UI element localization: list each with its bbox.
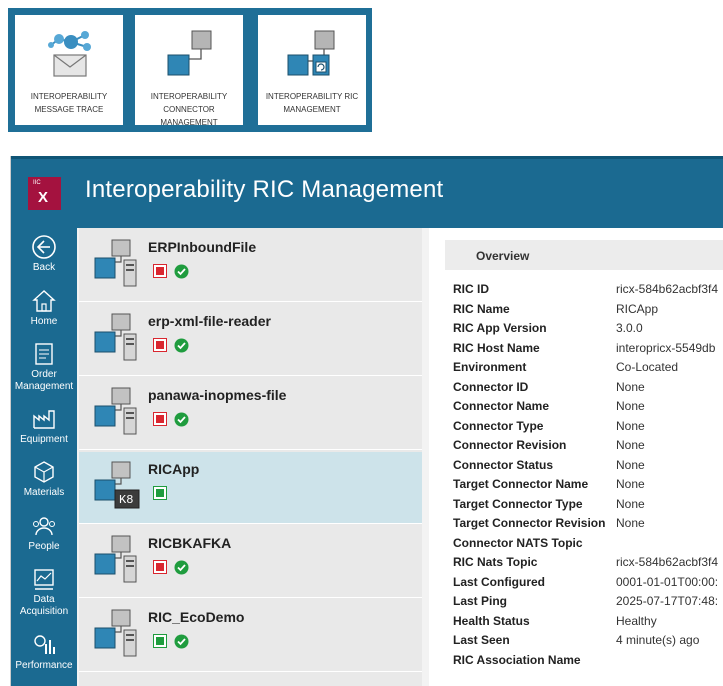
sidebar-item-performance[interactable] xyxy=(11,632,77,672)
detail-row xyxy=(453,302,723,321)
detail-value: None xyxy=(616,516,645,530)
performance-icon xyxy=(31,632,57,658)
page-title: Interoperability RIC Management xyxy=(85,176,444,203)
home-icon xyxy=(31,288,57,314)
sidebar-item-label: Order Management xyxy=(14,369,74,392)
sidebar-item-people[interactable] xyxy=(11,513,77,553)
sidebar-item-label: Data Acquisition xyxy=(19,594,69,617)
detail-row xyxy=(453,614,723,633)
list-item[interactable] xyxy=(79,230,422,302)
list-item[interactable] xyxy=(79,304,422,376)
equipment-icon xyxy=(31,406,57,432)
detail-key: Last Seen xyxy=(453,633,510,647)
detail-key: Connector ID xyxy=(453,379,529,394)
detail-row xyxy=(453,458,723,477)
detail-key: Last Ping xyxy=(453,594,508,608)
tile-connector-management[interactable] xyxy=(135,15,243,125)
sidebar-item-back[interactable] xyxy=(11,234,77,274)
overview-section-header[interactable] xyxy=(445,240,723,270)
logo-big-text: X xyxy=(38,189,49,206)
detail-key: RIC App Version xyxy=(453,321,547,335)
detail-row xyxy=(453,341,723,360)
detail-value: 2025-07-17T07:48: xyxy=(616,594,719,608)
server-icon xyxy=(93,534,141,584)
detail-value: None xyxy=(616,457,645,472)
detail-value: 0001-01-01T00:00: xyxy=(616,574,719,589)
detail-key: Connector Name xyxy=(453,399,550,413)
detail-row xyxy=(453,497,723,516)
detail-row xyxy=(453,380,723,399)
detail-row xyxy=(453,399,723,418)
sidebar-item-data-acquisition[interactable] xyxy=(11,566,77,618)
tile-message-trace[interactable] xyxy=(15,15,123,125)
detail-row xyxy=(453,516,723,535)
detail-key: Connector Revision xyxy=(453,438,567,452)
detail-value: RICApp xyxy=(616,301,659,316)
server-icon xyxy=(93,312,141,362)
healthy-check-icon xyxy=(174,634,189,649)
back-icon xyxy=(31,234,57,260)
detail-key: Target Connector Name xyxy=(453,477,589,491)
sidebar-item-label: People xyxy=(28,541,60,552)
list-item[interactable] xyxy=(79,600,422,672)
list-item[interactable] xyxy=(79,378,422,450)
detail-key: RIC Association Name xyxy=(453,652,581,667)
sidebar-item-materials[interactable] xyxy=(11,459,77,499)
connector-name: RIC_EcoDemo xyxy=(148,609,245,625)
detail-key: RIC Host Name xyxy=(453,340,540,355)
detail-row xyxy=(453,360,723,379)
list-item[interactable] xyxy=(79,452,422,524)
ric-management-app xyxy=(10,156,723,686)
server-icon xyxy=(93,386,141,436)
detail-row xyxy=(453,633,723,652)
detail-value: interopricx-5549db xyxy=(616,340,716,355)
tile-label: INTEROPERABILITY MESSAGE TRACE xyxy=(30,92,108,114)
tile-label: INTEROPERABILITY RIC MANAGEMENT xyxy=(265,92,359,114)
sidebar-item-label: Back xyxy=(32,262,56,273)
sidebar-item-label: Equipment xyxy=(20,434,68,445)
k8s-badge: K8 xyxy=(119,493,134,507)
app-logo[interactable] xyxy=(28,177,61,210)
ric-management-icon xyxy=(258,29,366,79)
detail-value: None xyxy=(616,477,645,491)
sidebar-item-equipment[interactable] xyxy=(11,406,77,446)
people-icon xyxy=(31,513,57,539)
connector-name: RICBKAFKA xyxy=(148,535,232,551)
detail-key: Health Status xyxy=(453,613,530,628)
sidebar-item-home[interactable] xyxy=(11,288,77,328)
detail-value: None xyxy=(616,438,645,452)
connector-management-icon xyxy=(135,29,243,79)
detail-key: RIC ID xyxy=(453,282,489,296)
healthy-check-icon xyxy=(174,338,189,353)
detail-row xyxy=(453,653,723,672)
detail-key: Environment xyxy=(453,360,527,374)
server-icon xyxy=(93,608,141,658)
ric-list xyxy=(79,228,422,686)
detail-row xyxy=(453,555,723,574)
list-item[interactable] xyxy=(79,526,422,598)
detail-key: Connector Status xyxy=(453,457,554,472)
detail-key: Connector Type xyxy=(453,418,544,433)
stopped-status-icon xyxy=(153,412,167,426)
detail-key: Target Connector Type xyxy=(453,496,583,511)
app-tiles-strip xyxy=(8,8,372,132)
detail-value: None xyxy=(616,418,645,433)
detail-key: RIC Name xyxy=(453,301,510,316)
stopped-status-icon xyxy=(153,560,167,574)
message-trace-icon xyxy=(15,29,123,79)
stopped-status-icon xyxy=(153,338,167,352)
detail-value: ricx-584b62acbf3f4 xyxy=(616,555,719,569)
stopped-status-icon xyxy=(153,264,167,278)
detail-key: Connector NATS Topic xyxy=(453,535,583,550)
healthy-check-icon xyxy=(174,264,189,279)
detail-row xyxy=(453,594,723,613)
sidebar xyxy=(11,228,77,686)
detail-panel xyxy=(429,228,723,686)
detail-row xyxy=(453,282,723,301)
k8s-server-icon xyxy=(93,460,141,512)
tile-label: INTEROPERABILITY CONNECTOR MANAGEMENT xyxy=(150,92,228,127)
detail-value: None xyxy=(616,496,645,511)
connector-name: panawa-inopmes-file xyxy=(148,387,287,403)
data-acquisition-icon xyxy=(31,566,57,592)
materials-icon xyxy=(31,459,57,485)
connector-name: ERPInboundFile xyxy=(148,239,257,255)
detail-row xyxy=(453,477,723,496)
detail-value: 3.0.0 xyxy=(616,321,643,335)
sidebar-item-order-management[interactable] xyxy=(11,341,77,393)
detail-key: Target Connector Revision xyxy=(453,516,606,530)
running-status-icon xyxy=(153,486,167,500)
detail-value: Healthy xyxy=(616,613,657,628)
detail-key: Last Configured xyxy=(453,574,545,589)
detail-value: None xyxy=(616,399,645,413)
detail-row xyxy=(453,536,723,555)
sidebar-item-label: Home xyxy=(30,316,58,327)
healthy-check-icon xyxy=(174,560,189,575)
detail-value: ricx-584b62acbf3f4 xyxy=(616,282,719,296)
detail-value: 4 minute(s) ago xyxy=(616,633,700,647)
detail-value: Co-Located xyxy=(616,360,679,374)
detail-value: None xyxy=(616,379,645,394)
server-icon xyxy=(93,238,141,288)
detail-row xyxy=(453,438,723,457)
order-management-icon xyxy=(31,341,57,367)
detail-row xyxy=(453,575,723,594)
tile-ric-management[interactable] xyxy=(258,15,366,125)
running-status-icon xyxy=(153,634,167,648)
sidebar-item-label: Performance xyxy=(15,660,73,671)
connector-name: erp-xml-file-reader xyxy=(148,313,271,329)
detail-row xyxy=(453,419,723,438)
connector-name: RICApp xyxy=(148,461,200,477)
overview-title: Overview xyxy=(476,249,530,263)
healthy-check-icon xyxy=(174,412,189,427)
detail-row xyxy=(453,321,723,340)
sidebar-item-label: Materials xyxy=(23,487,65,498)
detail-key: RIC Nats Topic xyxy=(453,555,538,569)
logo-small-text: IIC xyxy=(33,180,41,186)
app-header xyxy=(11,156,723,228)
